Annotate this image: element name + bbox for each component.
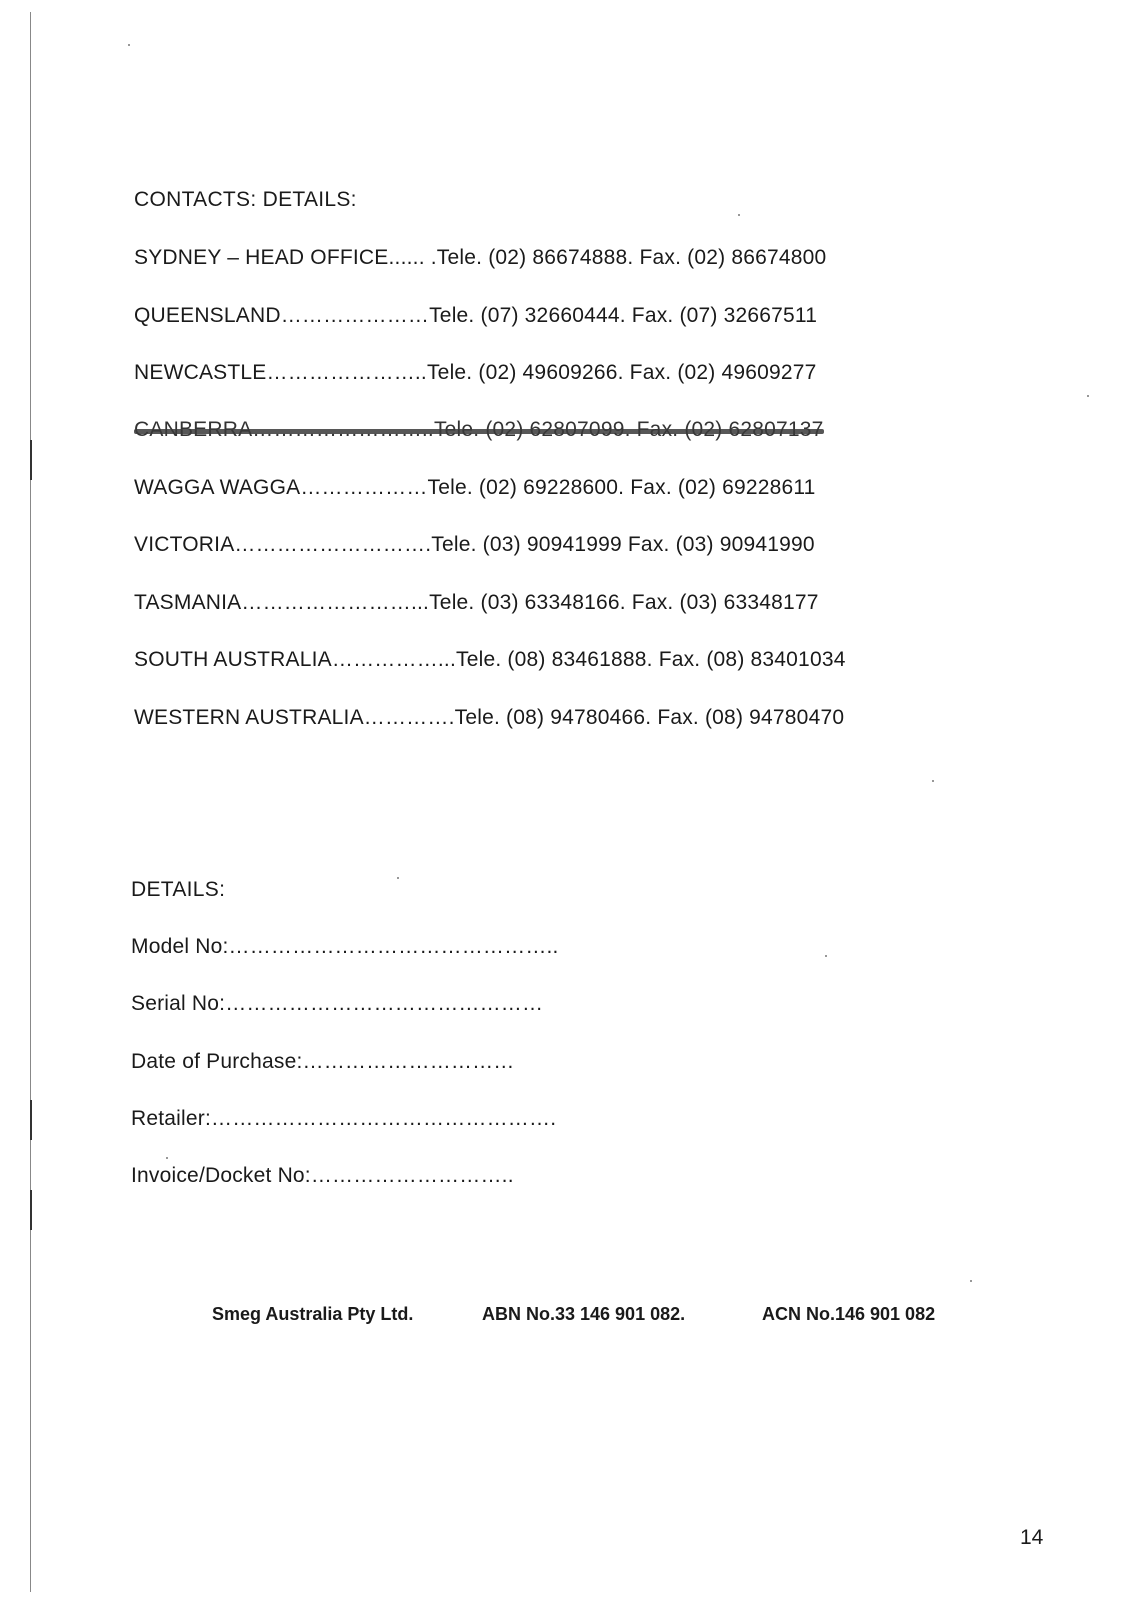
- contact-fax: Fax. (02) 49609277: [629, 361, 817, 384]
- scan-speck: [128, 44, 130, 46]
- footer-abn: ABN No.33 146 901 082.: [482, 1304, 686, 1324]
- contact-region: WAGGA WAGGA: [134, 476, 301, 499]
- contact-row-victoria: [134, 533, 815, 557]
- contact-region: WESTERN AUSTRALIA: [134, 706, 364, 729]
- dot-leader: ………………………..: [310, 1164, 514, 1187]
- margin-mark: [30, 1100, 32, 1140]
- contact-row-south-australia: [134, 648, 846, 672]
- dot-leader: …………………: [280, 304, 430, 327]
- contact-region: VICTORIA: [134, 533, 235, 556]
- dot-leader: ...... .: [388, 246, 437, 269]
- dot-leader: …………………..: [266, 361, 427, 384]
- dot-leader: ………………………………………..: [228, 935, 559, 958]
- invoice-docket-field: [131, 1164, 514, 1188]
- contact-fax: Fax. (02) 69228611: [630, 476, 816, 499]
- dot-leader: ……………………...: [241, 591, 430, 614]
- contact-row-wagga-wagga: [134, 476, 816, 500]
- contact-row-sydney: [134, 246, 826, 270]
- contact-row-canberra: [134, 418, 824, 442]
- date-of-purchase-field: [131, 1050, 515, 1074]
- contact-tele: Tele. (03) 63348166.: [429, 591, 626, 614]
- dot-leader: ………………………………………….: [211, 1107, 557, 1130]
- contact-region: QUEENSLAND: [134, 304, 281, 327]
- field-label: Serial No:: [131, 992, 226, 1015]
- scan-speck: [932, 780, 934, 782]
- contact-region: SYDNEY – HEAD OFFICE: [134, 246, 389, 269]
- contacts-heading: CONTACTS: DETAILS:: [134, 188, 357, 211]
- dot-leader: ………….: [363, 706, 455, 729]
- field-label: Invoice/Docket No:: [131, 1164, 311, 1187]
- contact-fax: Fax. (08) 83401034: [658, 648, 846, 671]
- field-label: Retailer:: [131, 1107, 211, 1130]
- model-number-field: [131, 935, 559, 959]
- scan-speck: [1087, 395, 1089, 397]
- strikethrough-mark: [134, 429, 824, 434]
- contact-row-western-australia: [134, 706, 844, 730]
- retailer-field: [131, 1107, 556, 1131]
- contact-tele: Tele. (02) 69228600.: [427, 476, 625, 499]
- contact-region: SOUTH AUSTRALIA: [134, 648, 332, 671]
- field-label: Model No:: [131, 935, 229, 958]
- dot-leader: ……………...: [331, 648, 456, 671]
- contact-row-newcastle: [134, 361, 817, 385]
- details-heading: DETAILS:: [131, 878, 226, 901]
- scan-speck: [825, 955, 827, 957]
- margin-mark: [30, 1190, 32, 1230]
- contact-region: NEWCASTLE: [134, 361, 267, 384]
- serial-number-field: [131, 992, 543, 1016]
- left-margin-line: [30, 12, 31, 1592]
- contact-tele: Tele. (08) 94780466.: [454, 706, 652, 729]
- scan-speck: [166, 1157, 168, 1159]
- dot-leader: …………………………: [302, 1050, 515, 1073]
- contact-row-queensland: [134, 304, 817, 328]
- footer-acn: ACN No.146 901 082: [762, 1304, 936, 1324]
- contact-fax: Fax. (08) 94780470: [657, 706, 845, 729]
- dot-leader: ……………………….: [234, 533, 432, 556]
- scan-speck: [738, 214, 740, 216]
- contact-tele: Tele. (08) 83461888.: [456, 648, 653, 671]
- scan-speck: [970, 1280, 972, 1282]
- footer-company-name: Smeg Australia Pty Ltd.: [212, 1304, 414, 1324]
- scan-speck: [397, 877, 399, 879]
- contact-tele: Tele. (07) 32660444.: [429, 304, 626, 327]
- contact-fax: Fax. (07) 32667511: [631, 304, 818, 327]
- contact-tele: Tele. (02) 49609266.: [426, 361, 624, 384]
- page-number: 14: [1020, 1526, 1044, 1549]
- field-label: Date of Purchase:: [131, 1050, 303, 1073]
- contact-row-tasmania: [134, 591, 819, 615]
- contact-tele: Tele. (03) 90941999: [431, 533, 622, 556]
- dot-leader: ………………: [300, 476, 428, 499]
- contact-fax: Fax. (02) 86674800: [639, 246, 827, 269]
- contact-fax: Fax. (03) 63348177: [631, 591, 819, 614]
- contact-fax: Fax. (03) 90941990: [627, 533, 815, 556]
- dot-leader: ………………………………………: [225, 992, 544, 1015]
- contact-region: TASMANIA: [134, 591, 242, 614]
- margin-mark: [30, 440, 32, 480]
- contact-tele: Tele. (02) 86674888.: [436, 246, 634, 269]
